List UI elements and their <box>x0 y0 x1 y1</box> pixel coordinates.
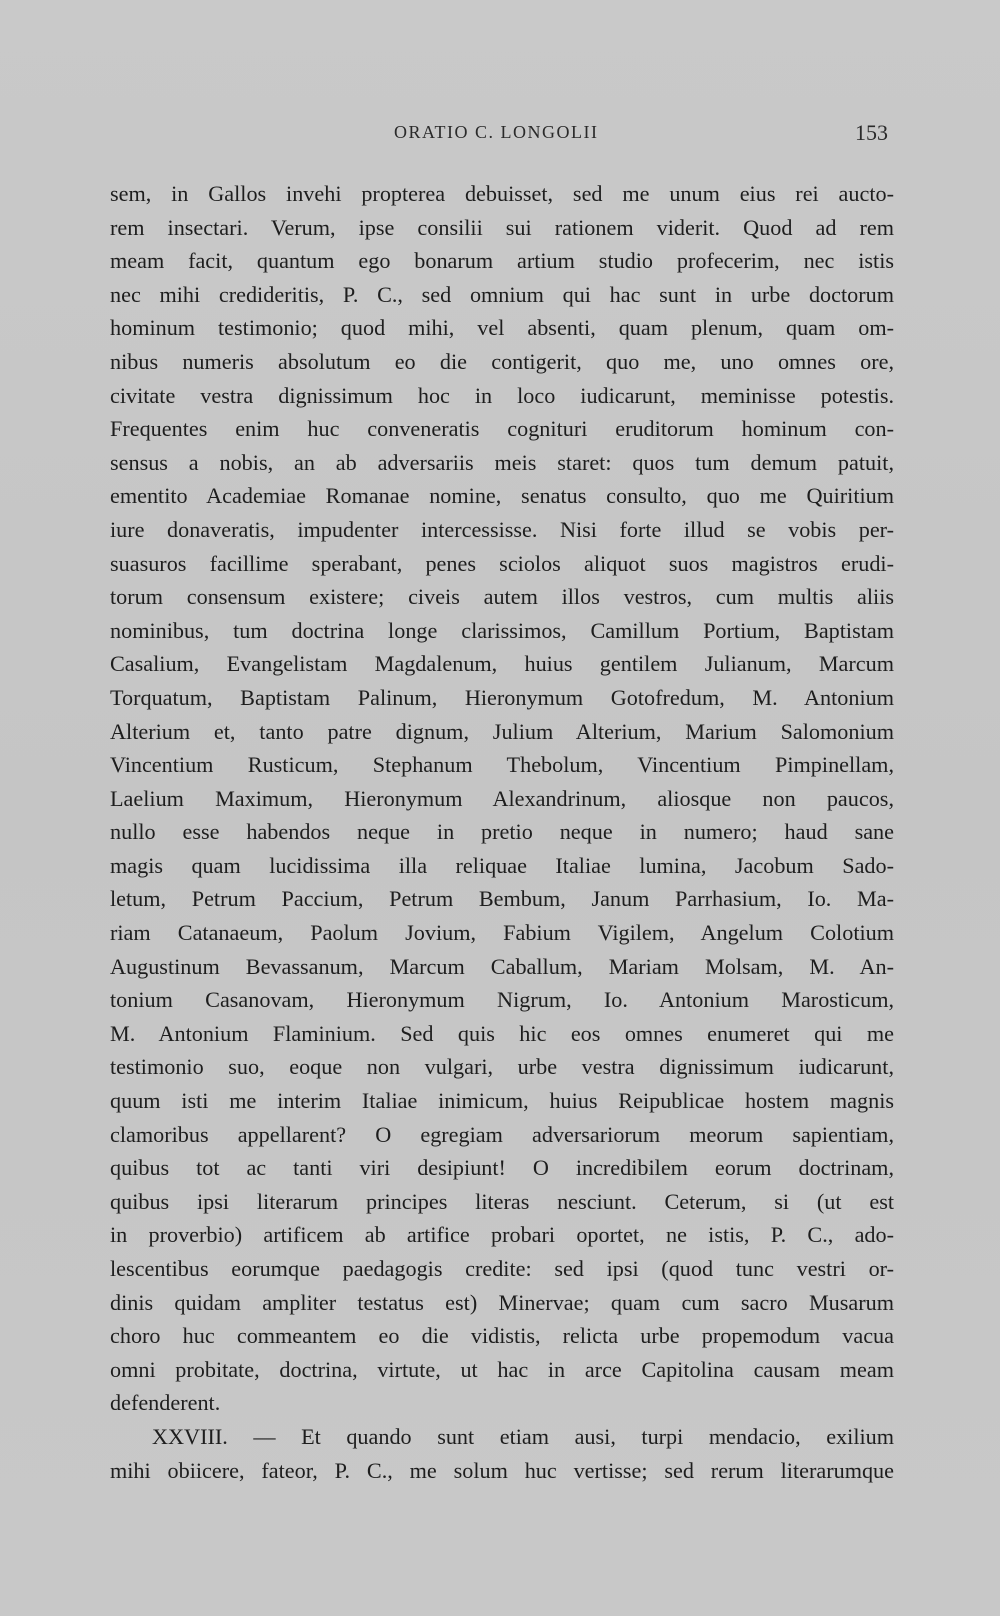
text-line: testimonio suo, eoque non vulgari, urbe vestra dignissimum iudicarunt, <box>110 1054 894 1080</box>
text-line: torum consensum existere; civeis autem illos vestros, cum multis aliis <box>110 584 894 610</box>
running-head <box>0 120 1000 150</box>
text-line: lescentibus eorumque paedagogis credite: sed ipsi (quod tunc vestri or- <box>110 1256 894 1281</box>
running-title: ORATIO C. LONGOLII <box>394 122 599 142</box>
text-line: Augustinum Bevassanum, Marcum Caballum, Mariam Molsam, M. An- <box>110 953 894 979</box>
text-line: rem insectari. Verum, ipse consilii sui rationem viderit. Quod ad rem <box>110 214 894 240</box>
text-line: sensus a nobis, an ab adversariis meis staret: quos tum demum patuit, <box>110 449 894 475</box>
text-line: quibus ipsi literarum principes literas nesciunt. Ceterum, si (ut est <box>110 1188 894 1214</box>
text-line: iure donaveratis, impudenter intercessisse. Nisi forte illud se vobis per- <box>110 516 894 542</box>
text-line: suasuros facillime sperabant, penes sciolos aliquot suos magistros erudi- <box>110 550 894 576</box>
text-line: nominibus, tum doctrina longe clarissimos, Camillum Portium, Baptistam <box>110 617 894 643</box>
text-line: tonium Casanovam, Hieronymum Nigrum, Io. Antonium Marosticum, <box>110 987 894 1013</box>
text-line: Alterium et, tanto patre dignum, Julium Alterium, Marium Salomonium <box>110 718 894 744</box>
text-body <box>110 177 894 1487</box>
text-line: Laelium Maximum, Hieronymum Alexandrinum, aliosque non paucos, <box>110 785 894 811</box>
text-line: choro huc commeantem eo die vidistis, relicta urbe propemodum vacua <box>110 1323 894 1349</box>
text-line: nec mihi credideritis, P. C., sed omnium qui hac sunt in urbe doctorum <box>110 281 894 307</box>
text-line: quum isti me interim Italiae inimicum, huius Reipublicae hostem magnis <box>110 1088 894 1114</box>
text-line: M. Antonium Flaminium. Sed quis hic eos omnes enumeret qui me <box>110 1020 894 1046</box>
text-line: civitate vestra dignissimum hoc in loco iudicarunt, meminisse potestis. <box>110 382 894 408</box>
text-line: Casalium, Evangelistam Magdalenum, huius gentilem Julianum, Marcum <box>110 651 894 677</box>
text-line: quibus tot ac tanti viri desipiunt! O incredibilem eorum doctrinam, <box>110 1155 894 1181</box>
text-line: Frequentes enim huc conveneratis cognituri eruditorum hominum con- <box>110 416 894 442</box>
text-line: nibus numeris absolutum eo die contigerit, quo me, uno omnes ore, <box>110 348 894 374</box>
text-line: riam Catanaeum, Paolum Jovium, Fabium Vigilem, Angelum Colotium <box>110 920 894 946</box>
text-line: ementito Academiae Romanae nomine, senatus consulto, quo me Quiritium <box>110 483 894 509</box>
text-line: nullo esse habendos neque in pretio neque in numero; haud sane <box>110 819 894 845</box>
text-line: hominum testimonio; quod mihi, vel absenti, quam plenum, quam om- <box>110 315 894 341</box>
text-line: sem, in Gallos invehi propterea debuisset, sed me unum eius rei aucto- <box>110 181 894 206</box>
text-line: dinis quidam ampliter testatus est) Minervae; quam cum sacro Musarum <box>110 1289 894 1315</box>
text-line: Vincentium Rusticum, Stephanum Thebolum, Vincentium Pimpinellam, <box>110 752 894 778</box>
text-line: Torquatum, Baptistam Palinum, Hieronymum Gotofredum, M. Antonium <box>110 684 894 710</box>
text-line: clamoribus appellarent? O egregiam adversariorum meorum sapientiam, <box>110 1121 894 1147</box>
page-number: 153 <box>855 120 888 145</box>
text-line: magis quam lucidissima illa reliquae Italiae lumina, Jacobum Sado- <box>110 852 894 878</box>
text-line: meam facit, quantum ego bonarum artium studio profecerim, nec istis <box>110 248 894 274</box>
text-line: omni probitate, doctrina, virtute, ut hac in arce Capitolina causam meam <box>110 1356 894 1382</box>
section-heading-line: XXVIII. — Et quando sunt etiam ausi, turpi mendacio, exilium <box>152 1423 894 1449</box>
text-line: in proverbio) artificem ab artifice probari oportet, ne istis, P. C., ado- <box>110 1222 894 1248</box>
paragraph-end-line: defenderent. <box>110 1390 221 1416</box>
text-line: mihi obiicere, fateor, P. C., me solum huc vertisse; sed rerum literarumque <box>110 1457 894 1483</box>
text-line: letum, Petrum Paccium, Petrum Bembum, Janum Parrhasium, Io. Ma- <box>110 886 894 912</box>
